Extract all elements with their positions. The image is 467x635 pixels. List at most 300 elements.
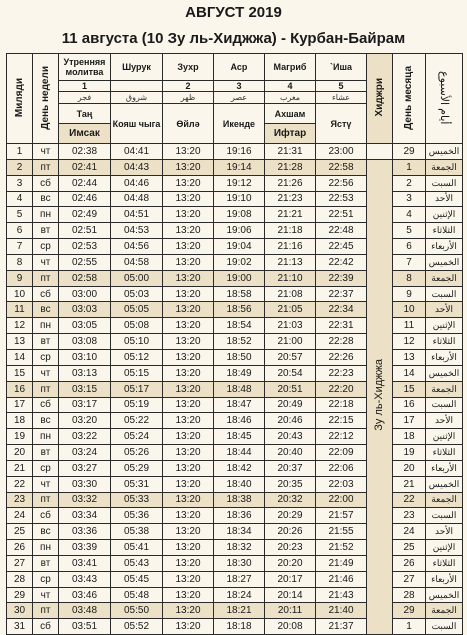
cell-fajr: 03:39 — [59, 540, 111, 556]
cell-shuruq: 05:24 — [111, 429, 163, 445]
cell-wd: пн — [33, 318, 59, 334]
cell-zuhr: 13:20 — [163, 159, 214, 175]
cell-wd: пн — [33, 429, 59, 445]
cell-hijri-day: 29 — [393, 603, 426, 619]
cell-wd: пт — [33, 159, 59, 175]
cell-zuhr: 13:20 — [163, 492, 214, 508]
cell-arabic-weekday: الإثنين — [426, 429, 463, 445]
cell-isha: 21:37 — [316, 619, 367, 635]
cell-maghrib: 20:32 — [265, 492, 316, 508]
cell-shuruq: 04:58 — [111, 254, 163, 270]
cell-fajr: 03:41 — [59, 555, 111, 571]
cell-maghrib: 20:37 — [265, 460, 316, 476]
cell-wd: вт — [33, 445, 59, 461]
cell-fajr: 03:08 — [59, 334, 111, 350]
prayer-tatar-name: Өйлә — [163, 104, 214, 144]
cell-isha: 22:58 — [316, 159, 367, 175]
cell-fajr: 02:55 — [59, 254, 111, 270]
cell-fajr: 03:32 — [59, 492, 111, 508]
cell-hijri-day: 11 — [393, 318, 426, 334]
cell-zuhr: 13:20 — [163, 397, 214, 413]
cell-isha: 22:23 — [316, 365, 367, 381]
cell-maghrib: 21:31 — [265, 144, 316, 160]
cell-asr: 19:10 — [214, 191, 265, 207]
cell-isha: 22:06 — [316, 460, 367, 476]
cell-day: 18 — [7, 413, 33, 429]
cell-wd: чт — [33, 476, 59, 492]
cell-hijri-day: 4 — [393, 207, 426, 223]
prayer-tatar-name: Ястү — [316, 104, 367, 144]
cell-fajr: 03:03 — [59, 302, 111, 318]
cell-asr: 18:48 — [214, 381, 265, 397]
cell-isha: 23:00 — [316, 144, 367, 160]
table-row — [7, 334, 463, 350]
cell-shuruq: 04:56 — [111, 239, 163, 255]
cell-shuruq: 05:05 — [111, 302, 163, 318]
iftar-label: Ифтар — [265, 124, 316, 144]
cell-zuhr: 13:20 — [163, 191, 214, 207]
cell-wd: пт — [33, 492, 59, 508]
cell-shuruq: 05:08 — [111, 318, 163, 334]
cell-isha: 21:46 — [316, 571, 367, 587]
cell-hijri-day: 1 — [393, 619, 426, 635]
cell-wd: пт — [33, 603, 59, 619]
cell-hijri-day: 27 — [393, 571, 426, 587]
cell-hijri-day: 17 — [393, 413, 426, 429]
cell-asr: 18:54 — [214, 318, 265, 334]
prayer-arabic-name: عصر — [214, 92, 265, 104]
table-row — [7, 349, 463, 365]
cell-hijri-day: 26 — [393, 555, 426, 571]
cell-maghrib: 21:00 — [265, 334, 316, 350]
cell-asr: 18:42 — [214, 460, 265, 476]
table-row — [7, 476, 463, 492]
cell-fajr: 03:30 — [59, 476, 111, 492]
cell-asr: 18:47 — [214, 397, 265, 413]
cell-isha: 22:51 — [316, 207, 367, 223]
cell-day: 17 — [7, 397, 33, 413]
table-body — [7, 144, 463, 635]
cell-shuruq: 04:41 — [111, 144, 163, 160]
cell-fajr: 03:22 — [59, 429, 111, 445]
table-row — [7, 445, 463, 461]
cell-isha: 22:53 — [316, 191, 367, 207]
header-arabic-weekday: أيام الأسبوع — [426, 54, 463, 144]
cell-zuhr: 13:20 — [163, 334, 214, 350]
cell-zuhr: 13:20 — [163, 365, 214, 381]
prayer-tatar-name: Таң — [59, 104, 111, 124]
cell-zuhr: 13:20 — [163, 587, 214, 603]
cell-asr: 18:52 — [214, 334, 265, 350]
cell-maghrib: 20:29 — [265, 508, 316, 524]
cell-day: 30 — [7, 603, 33, 619]
cell-arabic-weekday: الأحد — [426, 524, 463, 540]
cell-zuhr: 13:20 — [163, 524, 214, 540]
cell-zuhr: 13:20 — [163, 445, 214, 461]
cell-wd: пн — [33, 207, 59, 223]
prayer-number: 5 — [316, 81, 367, 92]
cell-asr: 18:36 — [214, 508, 265, 524]
cell-maghrib: 20:40 — [265, 445, 316, 461]
cell-day: 3 — [7, 175, 33, 191]
cell-zuhr: 13:20 — [163, 144, 214, 160]
cell-fajr: 03:13 — [59, 365, 111, 381]
cell-zuhr: 13:20 — [163, 223, 214, 239]
cell-maghrib: 21:13 — [265, 254, 316, 270]
prayer-number: 1 — [59, 81, 111, 92]
cell-shuruq: 05:17 — [111, 381, 163, 397]
table-row — [7, 286, 463, 302]
cell-arabic-weekday: الخميس — [426, 476, 463, 492]
cell-maghrib: 21:16 — [265, 239, 316, 255]
cell-wd: ср — [33, 571, 59, 587]
cell-isha: 22:56 — [316, 175, 367, 191]
cell-wd: чт — [33, 144, 59, 160]
prayer-number: 3 — [214, 81, 265, 92]
cell-shuruq: 05:15 — [111, 365, 163, 381]
cell-hijri-blank — [367, 144, 393, 160]
cell-hijri-day: 16 — [393, 397, 426, 413]
cell-isha: 22:45 — [316, 239, 367, 255]
cell-zuhr: 13:20 — [163, 175, 214, 191]
cell-hijri-day: 10 — [393, 302, 426, 318]
cell-day: 26 — [7, 540, 33, 556]
cell-wd: ср — [33, 349, 59, 365]
cell-maghrib: 20:57 — [265, 349, 316, 365]
cell-shuruq: 05:33 — [111, 492, 163, 508]
cell-arabic-weekday: الثلاثاء — [426, 334, 463, 350]
cell-asr: 19:00 — [214, 270, 265, 286]
cell-wd: пт — [33, 381, 59, 397]
cell-fajr: 03:10 — [59, 349, 111, 365]
header-prayer-fajr: Утренняя молитва — [59, 54, 111, 81]
cell-fajr: 02:41 — [59, 159, 111, 175]
cell-shuruq: 04:43 — [111, 159, 163, 175]
cell-arabic-weekday: الأربعاء — [426, 460, 463, 476]
cell-hijri-day: 28 — [393, 587, 426, 603]
cell-day: 14 — [7, 349, 33, 365]
cell-maghrib: 21:18 — [265, 223, 316, 239]
cell-shuruq: 05:00 — [111, 270, 163, 286]
cell-arabic-weekday: الإثنين — [426, 207, 463, 223]
cell-fajr: 02:58 — [59, 270, 111, 286]
cell-zuhr: 13:20 — [163, 476, 214, 492]
prayer-tatar-name: Кояш чыга — [111, 104, 163, 144]
cell-day: 22 — [7, 476, 33, 492]
cell-shuruq: 04:53 — [111, 223, 163, 239]
prayer-arabic-name: عشاء — [316, 92, 367, 104]
table-row — [7, 492, 463, 508]
cell-asr: 18:38 — [214, 492, 265, 508]
cell-wd: вт — [33, 223, 59, 239]
cell-maghrib: 21:03 — [265, 318, 316, 334]
cell-zuhr: 13:20 — [163, 603, 214, 619]
cell-shuruq: 05:50 — [111, 603, 163, 619]
cell-hijri-day: 8 — [393, 270, 426, 286]
cell-zuhr: 13:20 — [163, 254, 214, 270]
prayer-number — [111, 81, 163, 92]
cell-wd: чт — [33, 365, 59, 381]
cell-day: 20 — [7, 445, 33, 461]
header-hijri: Хиджри — [367, 54, 393, 144]
cell-wd: вс — [33, 413, 59, 429]
cell-arabic-weekday: الإثنين — [426, 318, 463, 334]
cell-asr: 18:58 — [214, 286, 265, 302]
cell-maghrib: 20:08 — [265, 619, 316, 635]
cell-wd: пн — [33, 540, 59, 556]
cell-day: 28 — [7, 571, 33, 587]
cell-hijri-day: 7 — [393, 254, 426, 270]
cell-maghrib: 21:21 — [265, 207, 316, 223]
cell-asr: 18:46 — [214, 413, 265, 429]
cell-isha: 21:49 — [316, 555, 367, 571]
cell-isha: 22:48 — [316, 223, 367, 239]
cell-day: 11 — [7, 302, 33, 318]
cell-asr: 19:02 — [214, 254, 265, 270]
cell-asr: 18:21 — [214, 603, 265, 619]
cell-isha: 22:26 — [316, 349, 367, 365]
cell-arabic-weekday: الثلاثاء — [426, 223, 463, 239]
prayer-tatar-name: Ахшам — [265, 104, 316, 124]
cell-isha: 22:00 — [316, 492, 367, 508]
cell-wd: вс — [33, 524, 59, 540]
table-row — [7, 144, 463, 160]
cell-zuhr: 13:20 — [163, 318, 214, 334]
cell-zuhr: 13:20 — [163, 571, 214, 587]
cell-fajr: 03:05 — [59, 318, 111, 334]
cell-shuruq: 05:48 — [111, 587, 163, 603]
cell-asr: 18:56 — [214, 302, 265, 318]
cell-asr: 18:45 — [214, 429, 265, 445]
cell-shuruq: 05:22 — [111, 413, 163, 429]
cell-day: 27 — [7, 555, 33, 571]
cell-hijri-day: 13 — [393, 349, 426, 365]
cell-shuruq: 05:45 — [111, 571, 163, 587]
cell-wd: сб — [33, 286, 59, 302]
prayer-tatar-name: Икенде — [214, 104, 265, 144]
cell-isha: 22:12 — [316, 429, 367, 445]
cell-isha: 22:03 — [316, 476, 367, 492]
table-row — [7, 508, 463, 524]
cell-zuhr: 13:20 — [163, 349, 214, 365]
cell-fajr: 03:46 — [59, 587, 111, 603]
cell-isha: 21:52 — [316, 540, 367, 556]
cell-wd: вт — [33, 334, 59, 350]
cell-shuruq: 05:03 — [111, 286, 163, 302]
cell-day: 8 — [7, 254, 33, 270]
cell-maghrib: 20:11 — [265, 603, 316, 619]
table-row — [7, 587, 463, 603]
cell-arabic-weekday: الجمعة — [426, 492, 463, 508]
cell-hijri-day: 19 — [393, 445, 426, 461]
cell-zuhr: 13:20 — [163, 413, 214, 429]
cell-arabic-weekday: الخميس — [426, 144, 463, 160]
cell-hijri-day: 15 — [393, 381, 426, 397]
cell-day: 6 — [7, 223, 33, 239]
cell-fajr: 02:46 — [59, 191, 111, 207]
cell-wd: чт — [33, 587, 59, 603]
cell-fajr: 03:15 — [59, 381, 111, 397]
cell-hijri-day: 1 — [393, 159, 426, 175]
cell-hijri-day: 6 — [393, 239, 426, 255]
table-row — [7, 254, 463, 270]
table-row — [7, 381, 463, 397]
cell-wd: вс — [33, 191, 59, 207]
cell-shuruq: 04:46 — [111, 175, 163, 191]
cell-arabic-weekday: السبت — [426, 397, 463, 413]
table-row — [7, 302, 463, 318]
cell-hijri-day: 24 — [393, 524, 426, 540]
cell-isha: 21:55 — [316, 524, 367, 540]
cell-isha: 22:37 — [316, 286, 367, 302]
table-row — [7, 223, 463, 239]
cell-fajr: 03:00 — [59, 286, 111, 302]
imsak-label: Имсак — [59, 124, 111, 144]
cell-zuhr: 13:20 — [163, 207, 214, 223]
cell-maghrib: 20:17 — [265, 571, 316, 587]
cell-wd: вт — [33, 555, 59, 571]
cell-arabic-weekday: الجمعة — [426, 270, 463, 286]
cell-fajr: 02:51 — [59, 223, 111, 239]
cell-asr: 19:04 — [214, 239, 265, 255]
cell-maghrib: 20:49 — [265, 397, 316, 413]
cell-arabic-weekday: الخميس — [426, 254, 463, 270]
table-row — [7, 365, 463, 381]
cell-wd: ср — [33, 239, 59, 255]
table-row — [7, 191, 463, 207]
table-row — [7, 429, 463, 445]
cell-fajr: 03:34 — [59, 508, 111, 524]
prayer-number: 2 — [163, 81, 214, 92]
cell-day: 5 — [7, 207, 33, 223]
cell-day: 19 — [7, 429, 33, 445]
cell-fajr: 02:49 — [59, 207, 111, 223]
cell-day: 29 — [7, 587, 33, 603]
cell-arabic-weekday: الخميس — [426, 587, 463, 603]
table-row — [7, 207, 463, 223]
cell-shuruq: 05:52 — [111, 619, 163, 635]
cell-arabic-weekday: الأربعاء — [426, 349, 463, 365]
cell-fajr: 03:51 — [59, 619, 111, 635]
header-prayer-zuhr: Зухр — [163, 54, 214, 81]
cell-isha: 22:39 — [316, 270, 367, 286]
cell-shuruq: 05:26 — [111, 445, 163, 461]
header-prayer-maghrib: Магриб — [265, 54, 316, 81]
cell-day: 7 — [7, 239, 33, 255]
cell-wd: сб — [33, 619, 59, 635]
cell-maghrib: 21:28 — [265, 159, 316, 175]
cell-fajr: 02:53 — [59, 239, 111, 255]
cell-asr: 18:50 — [214, 349, 265, 365]
cell-hijri-day: 14 — [393, 365, 426, 381]
cell-asr: 18:40 — [214, 476, 265, 492]
cell-fajr: 02:38 — [59, 144, 111, 160]
cell-hijri-day: 23 — [393, 508, 426, 524]
table-row — [7, 413, 463, 429]
cell-shuruq: 05:38 — [111, 524, 163, 540]
cell-fajr: 03:17 — [59, 397, 111, 413]
prayer-arabic-name: شروق — [111, 92, 163, 104]
cell-isha: 22:18 — [316, 397, 367, 413]
cell-day: 31 — [7, 619, 33, 635]
cell-zuhr: 13:20 — [163, 460, 214, 476]
table-row — [7, 460, 463, 476]
cell-day: 2 — [7, 159, 33, 175]
cell-hijri-day: 25 — [393, 540, 426, 556]
cell-isha: 22:31 — [316, 318, 367, 334]
table-row — [7, 397, 463, 413]
cell-wd: сб — [33, 175, 59, 191]
cell-maghrib: 20:23 — [265, 540, 316, 556]
cell-shuruq: 04:51 — [111, 207, 163, 223]
cell-isha: 22:28 — [316, 334, 367, 350]
cell-isha: 21:57 — [316, 508, 367, 524]
header-miladi: Миляди — [7, 54, 33, 144]
cell-wd: сб — [33, 508, 59, 524]
cell-arabic-weekday: السبت — [426, 508, 463, 524]
cell-fajr: 03:20 — [59, 413, 111, 429]
table-row — [7, 175, 463, 191]
cell-zuhr: 13:20 — [163, 381, 214, 397]
cell-zuhr: 13:20 — [163, 270, 214, 286]
cell-fajr: 03:36 — [59, 524, 111, 540]
cell-arabic-weekday: الثلاثاء — [426, 555, 463, 571]
cell-asr: 18:44 — [214, 445, 265, 461]
cell-day: 21 — [7, 460, 33, 476]
table-row — [7, 524, 463, 540]
cell-asr: 19:14 — [214, 159, 265, 175]
cell-maghrib: 20:26 — [265, 524, 316, 540]
prayer-arabic-name: ظهر — [163, 92, 214, 104]
cell-asr: 19:08 — [214, 207, 265, 223]
table-row — [7, 555, 463, 571]
cell-hijri-day: 21 — [393, 476, 426, 492]
cell-arabic-weekday: الأربعاء — [426, 239, 463, 255]
cell-asr: 18:24 — [214, 587, 265, 603]
cell-fajr: 03:48 — [59, 603, 111, 619]
cell-day: 15 — [7, 365, 33, 381]
cell-day: 10 — [7, 286, 33, 302]
cell-asr: 19:16 — [214, 144, 265, 160]
cell-hijri-day: 18 — [393, 429, 426, 445]
page-title: АВГУСТ 2019 — [185, 4, 282, 21]
cell-arabic-weekday: الخميس — [426, 365, 463, 381]
cell-isha: 21:40 — [316, 603, 367, 619]
cell-day: 25 — [7, 524, 33, 540]
cell-arabic-weekday: السبت — [426, 175, 463, 191]
cell-arabic-weekday: السبت — [426, 619, 463, 635]
cell-hijri-day: 22 — [393, 492, 426, 508]
cell-day: 4 — [7, 191, 33, 207]
cell-fajr: 03:27 — [59, 460, 111, 476]
header-month-day: День месяца — [393, 54, 426, 144]
cell-shuruq: 05:43 — [111, 555, 163, 571]
prayer-arabic-name: مغرب — [265, 92, 316, 104]
cell-asr: 18:34 — [214, 524, 265, 540]
cell-zuhr: 13:20 — [163, 286, 214, 302]
table-row — [7, 159, 463, 175]
cell-shuruq: 04:48 — [111, 191, 163, 207]
page-subtitle: 11 августа (10 Зу ль-Хиджжа) - Курбан-Байрам — [61, 30, 406, 47]
cell-asr: 18:30 — [214, 555, 265, 571]
cell-hijri-day: 29 — [393, 144, 426, 160]
cell-arabic-weekday: الأحد — [426, 413, 463, 429]
cell-arabic-weekday: الثلاثاء — [426, 445, 463, 461]
cell-hijri-day: 3 — [393, 191, 426, 207]
cell-shuruq: 05:31 — [111, 476, 163, 492]
cell-maghrib: 20:54 — [265, 365, 316, 381]
cell-asr: 19:06 — [214, 223, 265, 239]
